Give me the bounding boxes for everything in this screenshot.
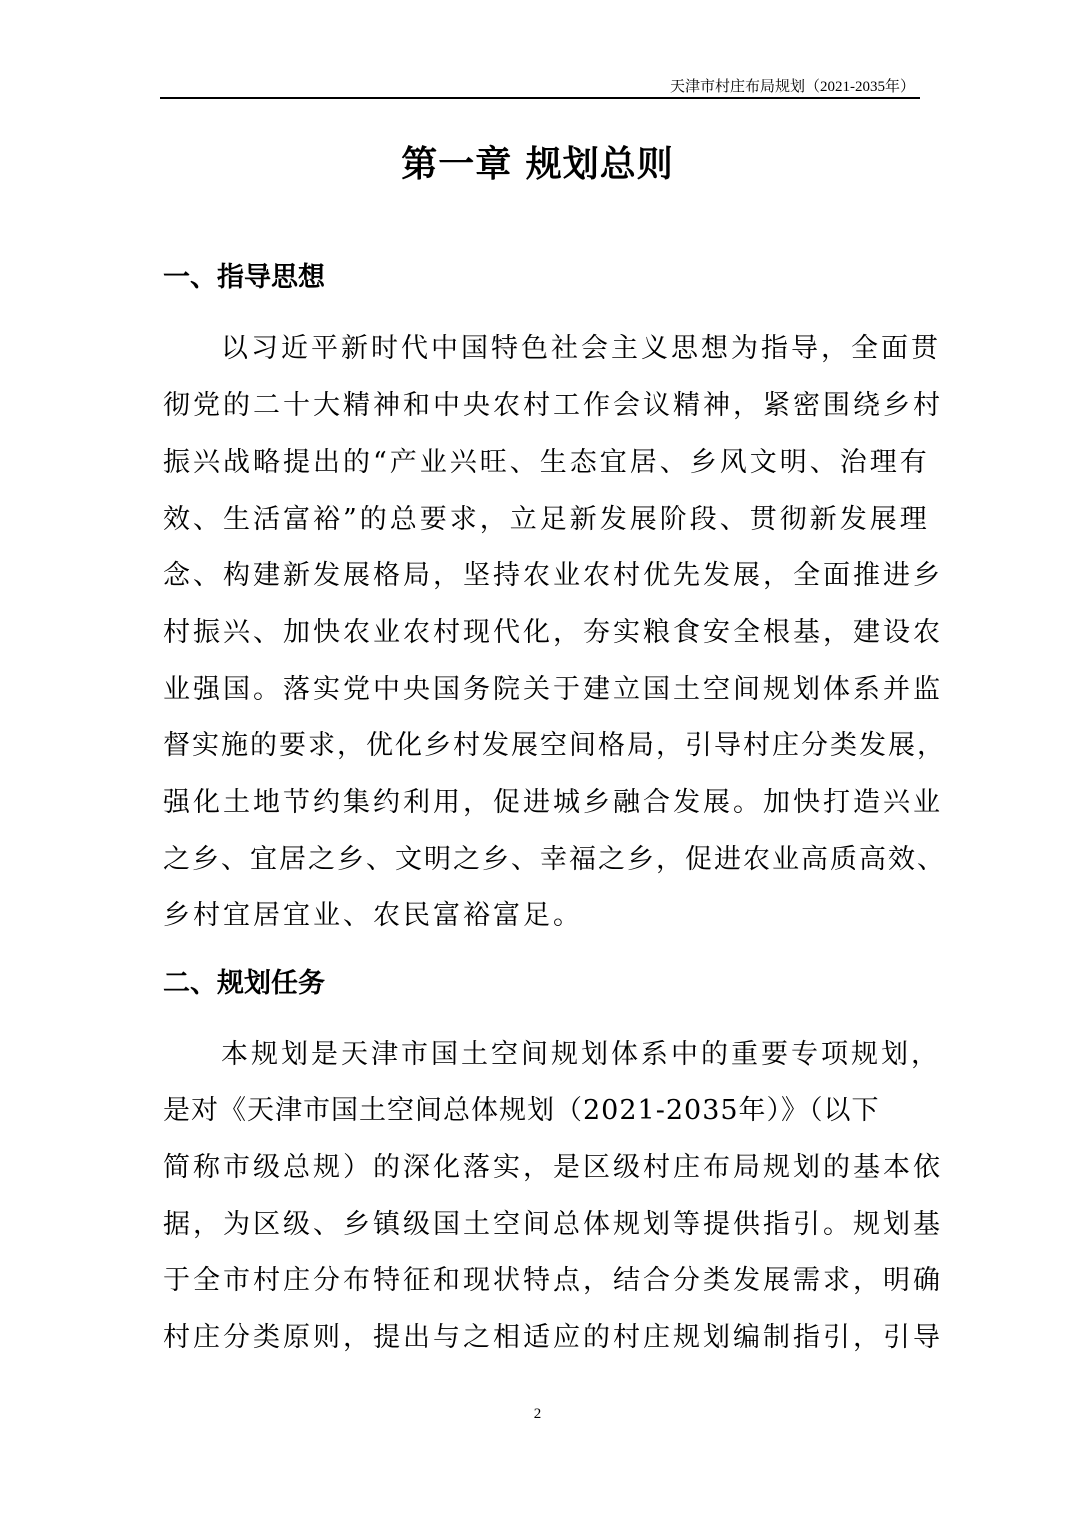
paragraph-line: 业强国。落实党中央国务院关于建立国土空间规划体系并监 [163,674,943,705]
paragraph-line: 之乡、宜居之乡、文明之乡、幸福之乡，促进农业高质高效、 [163,844,946,875]
running-header: 天津市村庄布局规划（2021-2035年） [670,79,915,95]
paragraph-line: 强化土地节约集约利用，促进城乡融合发展。加快打造兴业 [163,787,943,818]
section-heading-planning-tasks: 二、规划任务 [163,968,325,999]
paragraph-line: 以习近平新时代中国特色社会主义思想为指导，全面贯 [221,333,941,364]
paragraph-line: 村振兴、加快农业农村现代化，夯实粮食安全根基，建设农 [163,617,943,648]
chapter-title: 第一章 规划总则 [401,144,674,185]
paragraph-line: 督实施的要求，优化乡村发展空间格局，引导村庄分类发展， [163,730,946,761]
paragraph-line: 是对《天津市国土空间总体规划（2021-2035年）》（以下 [163,1095,880,1126]
paragraph-line: 简称市级总规）的深化落实，是区级村庄布局规划的基本依 [163,1152,943,1183]
paragraph-line: 振兴战略提出的“产业兴旺、生态宜居、乡风文明、治理有 [163,447,930,478]
paragraph-line: 村庄分类原则，提出与之相适应的村庄规划编制指引，引导 [163,1322,943,1353]
paragraph-line: 于全市村庄分布特征和现状特点，结合分类发展需求，明确 [163,1265,943,1296]
paragraph-line: 效、生活富裕”的总要求，立足新发展阶段、贯彻新发展理 [163,504,930,535]
paragraph-line: 本规划是天津市国土空间规划体系中的重要专项规划， [221,1039,941,1070]
paragraph-line: 念、构建新发展格局，坚持农业农村优先发展，全面推进乡 [163,560,943,591]
paragraph-line: 彻党的二十大精神和中央农村工作会议精神，紧密围绕乡村 [163,390,943,421]
section-heading-guiding-ideology: 一、指导思想 [163,262,325,293]
paragraph-line: 乡村宜居宜业、农民富裕富足。 [163,900,583,931]
paragraph-line: 据，为区级、乡镇级国土空间总体规划等提供指引。规划基 [163,1209,943,1240]
page-number: 2 [533,1406,542,1422]
header-rule [160,97,920,99]
